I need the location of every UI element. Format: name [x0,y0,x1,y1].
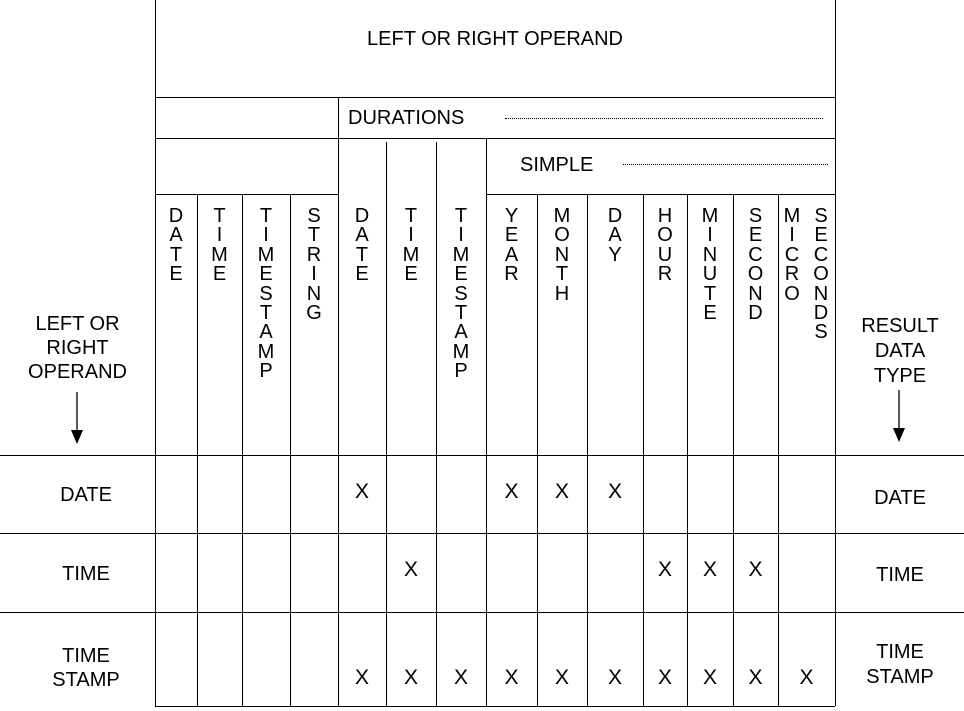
grid-vline-col-1 [197,194,198,706]
result-timestamp-line-2: STAMP [866,666,934,688]
header-left-or-right-operand: LEFT OR RIGHT OPERAND [367,28,623,50]
grid-vline-left [155,0,156,706]
mark-row1-col10: X [607,480,622,503]
mark-row2-col11: X [657,557,672,581]
grid-vline-col-2 [242,194,243,706]
result-timestamp-line-1: TIME [876,641,924,663]
result-time: TIME [876,564,924,586]
left-header-line-3: OPERAND [28,361,127,383]
row-label-timestamp-line-1: TIME [62,645,110,667]
grid-vline-durations [338,97,339,706]
column-header-year: Y E A R [504,205,519,286]
header-simple: SIMPLE [520,154,594,176]
left-header-line-2: RIGHT [46,337,109,359]
result-data-type-header [838,314,962,389]
grid-vline-col-3 [290,194,291,706]
row-label-timestamp-line-2: STAMP [52,669,120,691]
left-header-line-1: LEFT OR [35,313,120,335]
grid-hline-row-1 [0,533,964,534]
grid-hline-header-bottom [0,455,964,456]
mark-row3-col10: X [607,666,622,689]
result-timestamp [838,640,962,690]
mark-row2-col6: X [403,557,418,581]
column-header-hour: H O U R [657,205,673,286]
grid-vline-col-12 [733,194,734,706]
mark-row3-col8: X [504,666,519,689]
mark-row3-col11: X [657,666,672,689]
grid-vline-right [835,0,836,706]
grid-vline-col-13 [778,194,779,706]
grid-hline-left-columns [155,194,338,195]
mark-row3-col7: X [453,666,468,689]
grid-vline-col-5 [386,142,387,706]
mark-row1-col5: X [354,480,369,503]
mark-row3-col13: X [748,666,763,689]
mark-row2-col13: X [748,557,763,581]
simple-dotted-leader [623,164,828,165]
mark-row3-col5: X [354,666,369,689]
column-header-micro: M I C R O [783,205,801,305]
column-header-string: S T R I N G [306,205,322,325]
grid-vline-col-8 [537,194,538,706]
left-down-arrow-icon [67,392,87,446]
column-header-time: T I M E [402,205,420,286]
right-header-line-2: DATA [874,340,926,362]
mark-row2-col12: X [702,557,717,581]
mark-row1-col9: X [554,480,569,503]
mark-row3-col14: X [799,666,814,689]
grid-hline-operand-bottom [155,97,835,98]
column-header-month: M O N T H [553,205,571,305]
grid-vline-col-10 [643,194,644,706]
column-header-time: T I M E [211,205,228,286]
column-header-day: D A Y [607,205,623,266]
row-label-date: DATE [60,484,112,506]
column-header-second: S E C O N D [747,205,764,325]
grid-vline-col-6 [436,142,437,706]
row-label-timestamp [20,644,152,692]
right-header-line-1: RESULT [861,315,939,337]
column-header-date: D A T E [354,205,370,286]
row-label-time: TIME [62,563,110,585]
grid-hline-row-2 [0,612,964,613]
grid-vline-col-9 [587,194,588,706]
header-durations: DURATIONS [348,107,465,129]
right-down-arrow-icon [889,390,909,444]
durations-dotted-leader [505,118,823,119]
mark-row3-col9: X [554,666,569,689]
grid-hline-simple [486,194,835,195]
left-operand-header [5,312,150,384]
mark-row3-col12: X [702,666,717,689]
column-header-timestamp: T I M E S T A M P [257,205,275,383]
grid-vline-simple [486,138,487,706]
mark-row3-col6: X [403,666,418,689]
column-header-seconds: S E C O N D S [813,205,829,344]
grid-vline-col-11 [687,194,688,706]
column-header-minute: M I N U T E [701,205,719,325]
right-header-line-3: TYPE [873,365,927,387]
result-date: DATE [874,487,926,509]
grid-hline-durations-bottom [155,138,835,139]
column-header-date: D A T E [168,205,184,286]
mark-row1-col8: X [504,480,519,503]
column-header-timestamp: T I M E S T A M P [452,205,470,383]
grid-hline-bottom [155,706,835,707]
